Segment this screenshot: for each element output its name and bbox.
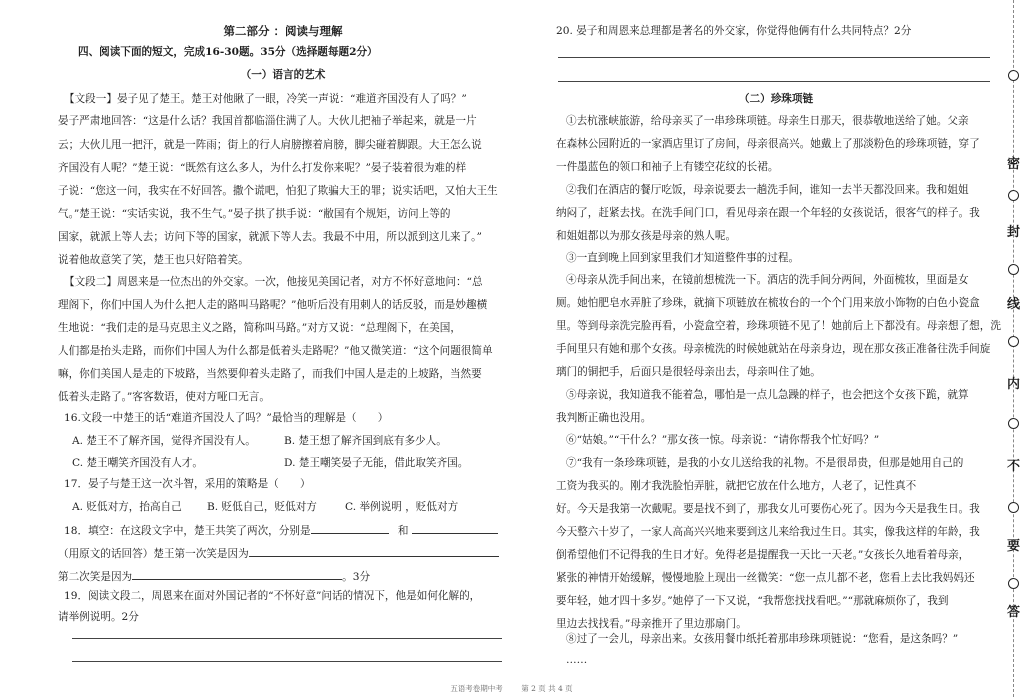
passage1-title: （一）语言的艺术 (240, 69, 326, 81)
para-line: 纳闷了，赶紧去找。在洗手间门口，看见母亲在跟一个年轻的女孩说话，很客气的样子。我 (556, 207, 980, 219)
q18-reason-1-label: （用原文的话回答）楚王第一次笑是因为 (58, 548, 249, 560)
para-line: 要年轻，她才四十多岁。”她停了一下又说，“我帮您找找看吧。”“那就麻烦你了，我到 (556, 595, 949, 607)
binding-hole-icon (1008, 502, 1019, 513)
q19-answer-line-1[interactable] (72, 638, 502, 639)
question-20: 20. 晏子和周恩来总理都是著名的外交家，你觉得他俩有什么共同特点？2分 (556, 25, 912, 37)
para-line: 璃门的铜把手，后面只是很轻母亲出去，母亲叫住了她。 (556, 366, 821, 378)
instruction: 四、阅读下面的短文，完成16-30题。35分（选择题每题2分） (78, 46, 378, 58)
passage2-title: （二）珍珠项链 (738, 93, 814, 105)
binding-hole-icon (1008, 418, 1019, 429)
q19-answer-line-2[interactable] (72, 661, 502, 662)
para-line: 人们都是抬头走路，而你们中国人为什么都是低着头走路呢？”他又微笑道：“这个问题很简单 (58, 345, 493, 357)
para-line: 一件墨蓝色的领口和袖子上有镂空花纹的长裙。 (556, 161, 779, 173)
binding-hole-icon (1008, 264, 1019, 275)
para-line: 云；大伙儿甩一把汗，就是一阵雨；街上的行人肩膀擦着肩膀，脚尖碰着脚跟。大王怎么说 (58, 139, 482, 151)
para-line: ①去杭涨峡旅游，给母亲买了一串珍珠项链。母亲生日那天，很恭敬地送给了她。父亲 (566, 115, 969, 127)
para-line: 今天整六十岁了，一家人高高兴兴地来要到这儿来给我过生日。其实，像我这样的年龄，我 (556, 526, 980, 538)
para-line: ⑤母亲说，我知道我不能着急，哪怕是一点儿急躁的样子，也会把这个女孩下跪，就算 (566, 389, 969, 401)
question-17: 17．晏子与楚王这一次斗智，采用的策略是（ ） (64, 478, 311, 490)
para-line: 工资为我买的。刚才我洗脸怕弄脏，就把它放在什么地方，人老了，记性真不 (556, 480, 917, 492)
footer-page-number: 第 2 页 共 4 页 (521, 684, 573, 693)
page-footer (0, 683, 1023, 694)
q20-answer-line-1[interactable] (558, 57, 990, 58)
binding-hole-icon (1008, 336, 1019, 347)
q18-blank-4[interactable] (132, 568, 342, 580)
para-line: 说着他故意笑了笑，楚王也只好陪着笑。 (58, 254, 249, 266)
q18-and: 和 (397, 525, 409, 537)
binding-char: 内 (1006, 377, 1020, 392)
para-line: 齐国没有人呢？”楚王说：“既然有这么多人，为什么打发你来呢？”晏子装着很为难的样 (58, 162, 467, 174)
section-title: 第二部分 ：阅读与理解 (223, 24, 343, 38)
para-line: 好。今天是我第一次戴呢。要是找不到了，那我女儿可要伤心死了。因为今天是我生日。我 (556, 503, 980, 515)
para-line: 我判断正确也没用。 (556, 412, 652, 424)
q16-option-b: B. 楚王想了解齐国到底有多少人。 (284, 435, 447, 447)
binding-dashed-line (1013, 0, 1014, 697)
binding-char: 不 (1006, 459, 1020, 474)
para-line: ②我们在酒店的餐厅吃饭，母亲说要去一趟洗手间，谁知一去半天都没回来。我和姐姐 (566, 184, 969, 196)
ellipsis: …… (566, 654, 588, 666)
q18-blank-3[interactable] (249, 545, 499, 557)
para-line: 和姐姐都以为那女孩是母亲的熟人呢。 (556, 230, 737, 242)
q17-option-b: B. 贬低自己，贬低对方 (207, 501, 317, 513)
q18-reason-2-label: 第二次笑是因为 (58, 571, 133, 583)
para-line: 国家，就派上等人去；访问下等的国家，就派下等人去。我最不中用，所以派到这儿来了。” (58, 231, 482, 243)
para-line: 生地说：“我们走的是马克思主义之路，简称叫马路。”对方又说：“总理阁下，在美国， (58, 322, 461, 334)
para-line: 里边去找找看。”母亲推开了里边那扇门。 (556, 618, 747, 630)
para-line: 晏子严肃地回答：“这是什么话？我国首都临淄住满了人。大伙儿把袖子举起来，就是一片 (58, 115, 477, 127)
para-line: ⑥“姑娘。”“干什么？”那女孩一惊。母亲说：“请你帮我个忙好吗？” (566, 434, 880, 446)
para-line: 在森林公园附近的一家酒店里订了房间，母亲很高兴。她戴上了那淡粉色的珍珠项链，穿了 (556, 138, 980, 150)
q20-answer-line-2[interactable] (558, 81, 990, 82)
para-line: 理阁下，你们中国人为什么把人走的路叫马路呢？”他听后没有用刺人的话反驳，而是妙趣横 (58, 299, 488, 311)
q18-blank-1[interactable] (311, 522, 389, 534)
binding-margin (1004, 0, 1023, 697)
question-18 (64, 522, 498, 538)
binding-char: 线 (1006, 297, 1020, 312)
para-line: ③一直到晚上回到家里我们才知道整件事的过程。 (566, 252, 800, 264)
question-19: 19．阅读文段二，周恩来在面对外国记者的“不怀好意”问话的情况下，他是如何化解的， (64, 590, 481, 602)
para-line: ④母亲从洗手间出来，在镜前想梳洗一下。酒店的洗手间分两间，外面梳妆，里面是女 (566, 274, 969, 286)
q16-option-d: D. 楚王嘲笑晏子无能，借此取笑齐国。 (284, 457, 469, 469)
para-line: 【文段二】周恩来是一位杰出的外交家。一次，他接见美国记者，对方不怀好意地问：“总 (64, 276, 483, 288)
q18-text: 18．填空：在这段文字中，楚王共笑了两次，分别是 (64, 525, 311, 537)
q16-option-a: A. 楚王不了解齐国，觉得齐国没有人。 (72, 435, 256, 447)
binding-hole-icon (1008, 190, 1019, 201)
para-line: 嘛，你们美国人是走的下坡路，当然要仰着头走路了，而我们中国人是走的上坡路，当然要 (58, 368, 482, 380)
q17-option-a: A. 贬低对方，抬高自己 (72, 501, 182, 513)
q16-option-c: C. 楚王嘲笑齐国没有人才。 (72, 457, 203, 469)
para-line: 气。”楚王说：“实话实说，我不生气。”晏子拱了拱手说：“敝国有个规矩，访问上等的 (58, 208, 451, 220)
para-line: ⑦“我有一条珍珠项链，是我的小女儿送给我的礼物。不是很昂贵，但那是她用自己的 (566, 457, 964, 469)
question-18-reason-2 (58, 568, 370, 584)
para-line: ⑧过了一会儿，母亲出来。女孩用餐巾纸托着那串珍珠项链说：“您看，是这条吗？” (566, 633, 959, 645)
para-line: 厕。她怕肥皂水弄脏了珍珠，就摘下项链放在梳妆台的一个个门用来放小饰物的白色小瓷盒 (556, 297, 980, 309)
binding-char: 密 (1006, 157, 1020, 172)
q18-blank-2[interactable] (412, 522, 498, 534)
para-line: 倒希望他们不记得我的生日才好。免得老是提醒我一天比一天老。”女孩长久地看着母亲， (556, 549, 970, 561)
question-18-reason-1 (58, 545, 499, 561)
binding-char: 要 (1006, 539, 1020, 554)
para-line: 【文段一】晏子见了楚王。楚王对他瞅了一眼，冷笑一声说：“难道齐国没有人了吗？” (64, 93, 467, 105)
footer-exam-name: 五语考卷期中考 (450, 684, 503, 693)
para-line: 里。等到母亲洗完脸再看，小瓷盒空着，珍珠项链不见了！她前后上下都没有。母亲想了想，洗 (556, 320, 1001, 332)
binding-hole-icon (1008, 70, 1019, 81)
binding-hole-icon (1008, 578, 1019, 589)
para-line: 子说：“您这一问，我实在不好回答。撒个谎吧，怕犯了欺骗大王的罪；说实话吧，又怕大王生 (58, 185, 498, 197)
q17-option-c: C. 举例说明 ，贬低对方 (345, 501, 459, 513)
q18-score: 。3分 (342, 571, 371, 583)
para-line: 手间里只有她和那个女孩。母亲梳洗的时候她就站在母亲身边，现在那女孩正准备往洗手间旋 (556, 343, 991, 355)
question-16: 16.文段一中楚王的话“难道齐国没人了吗？”最恰当的理解是（ ） (64, 412, 389, 424)
question-19-cont: 请举例说明。2分 (58, 611, 139, 623)
para-line: 紧张的神情开始缓解，慢慢地脸上现出一丝微笑：“您一点儿都不老，您看上去比我妈妈还 (556, 572, 975, 584)
para-line: 低着头走路了。”客客数语，使对方哑口无言。 (58, 391, 270, 403)
binding-char: 封 (1006, 225, 1020, 240)
binding-char: 答 (1006, 605, 1020, 620)
